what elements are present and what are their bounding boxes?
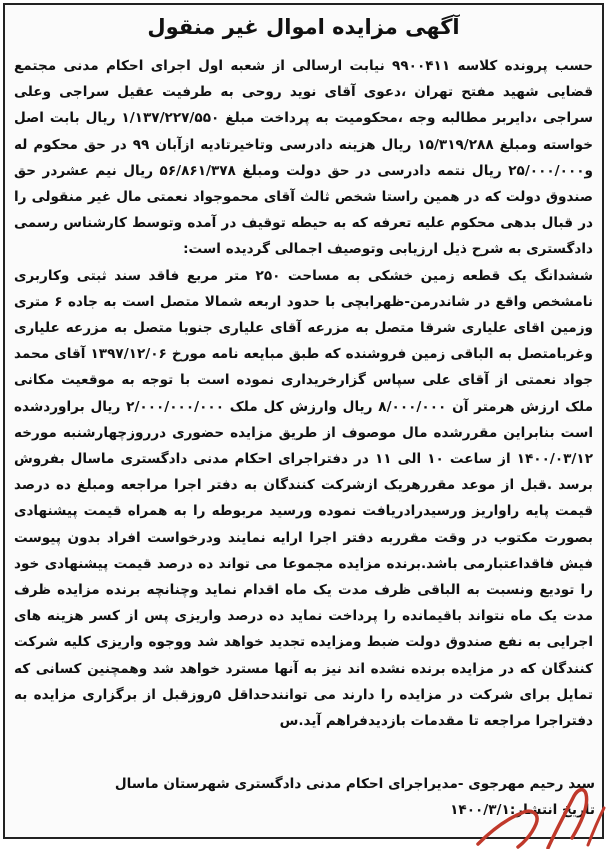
ink-stroke (478, 811, 537, 847)
red-ink-mark (470, 778, 609, 849)
notice-frame (3, 3, 604, 839)
notice-title: آگهی مزایده اموال غیر منقول (147, 15, 460, 39)
publish-date: تاریخ انتشار:۱۴۰۰/۳/۱ (450, 802, 595, 818)
notice-paragraph-2: ششدانگ یک قطعه زمین خشکی به مساحت ۲۵۰ متر مربع فاقد سند ثبتی وکاربری نامشخص واقع در شاندرمن-ظهرابچی با حدود اربعه شمالا متصل است به جاده ۶ متری وزمین اقای علیاری شرقا متصل به مزرعه آقای علیاری جنوبا متصل به مزرعه علیاری وغربامتصل به الباقی زمین فروشنده که طبق مبایعه نامه مورخ ۱۳۹۷/۱۲/۰۶ آقای محمد جواد نعمتی از آقای علی سپاس گزارخریداری نموده است با توجه به موقعیت مکانی ملک ارزش هرمتر آن ۸/۰۰۰/۰۰۰ ریال وارزش کل ملک ۲/۰۰۰/۰۰۰/۰۰۰ ریال براوردشده است بنابراین مقررشده مال موصوف از طریق مزایده حضوری درروزچهارشنبه مورخه ۱۴۰۰/۰۳/۱۲ از ساعت ۱۰ الی ۱۱ در دفتراجرای احکام مدنی دادگستری ماسال بفروش برسد .قبل از موعد مقررهریک ازشرکت کنندگان به دفتر اجرا مراجعه ومبلغ ده درصد قیمت پایه راواریز ورسیدرادریافت نموده ورسید مربوطه را به همراه قیمت پیشنهادی بصورت مکتوب در وقت مقرربه دفتر اجرا ارایه نمایند ودرخواست افراد بدون پیوست فیش فاقداعتبارمی باشد.برنده مزایده مجموعا می تواند ده درصد قیمت پیشنهادی خود را تودیع ونسبت به الباقی ظرف مدت یک ماه اقدام نماید وچنانچه برنده مزایده ظرف مدت یک ماه نتواند باقیمانده را پرداخت نماید ده درصد واریزی پس از کسر هزینه های اجرایی به نفع صندوق دولت ضبط ومزایده تجدید خواهد شد ووجوه واریزی کلیه شرکت کنندگان که در مزایده برنده نشده اند نیز به آنها مسترد خواهد شد وهمچنین کسانی که تمایل برای شرکت در مزایده را دارند می توانندحداقل ۵روزقبل از برگزاری مزایده به دفتراجرا مراجعه تا مقدمات بازدیدفراهم آید.س (14, 267, 594, 730)
notice-body (14, 53, 593, 734)
signature: سید رحیم مهرجوی -مدیراجرای احکام مدنی دادگستری شهرستان ماسال (114, 776, 595, 792)
ink-stroke (588, 808, 604, 845)
notice-paragraph-1: حسب پرونده کلاسه ۹۹۰۰۴۱۱ نیابت ارسالی از شعبه اول اجرای احکام مدنی مجتمع قضایی شهید مفتح تهران ،دعوی آقای نوید روحی به طرفیت عقیل سراجی وعلی سراجی ،دایربر مطالبه وجه ،محکومیت به پرداخت مبلغ ۱/۱۳۷/۲۲۷/۵۵۰ ریال بابت اصل خواسته ومبلغ ۱۵/۳۱۹/۲۸۸ ریال هزینه دادرسی وتاخیرتادیه ازآبان ۹۹ در حق محکوم له و۲۵/۰۰۰/۰۰۰ ریال نتمه دادرسی در حق دولت ومبلغ ۵۶/۸۶۱/۳۷۸ ریال نیم عشردر حق صندوق دولت که در همین راستا شخص ثالث آقای محموجواد نعمتی مال غیر منقولی را در قبال بدهی محکوم علیه تعرفه که به حیطه توقیف در آمده وتوسط کارشناس رسمی دادگستری به شرح ذیل ارزیابی وتوصیف اجمالی گردیده است: (14, 58, 594, 258)
ink-stroke (548, 790, 587, 848)
